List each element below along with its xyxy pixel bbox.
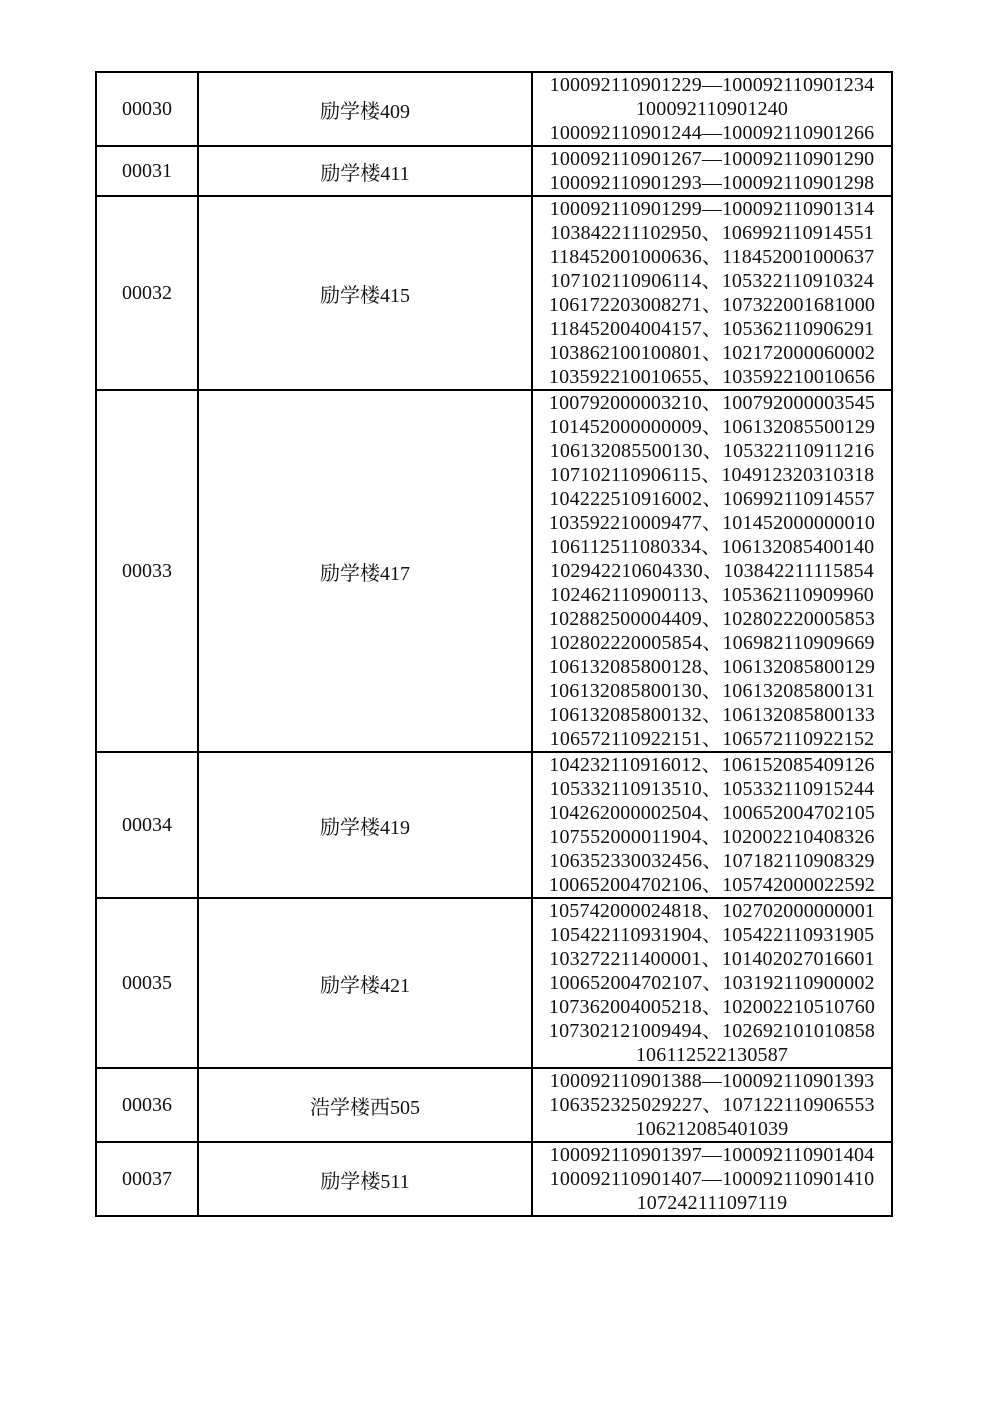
room-location-cell: 浩学楼西505 bbox=[198, 1068, 532, 1142]
admission-numbers-cell bbox=[532, 1068, 892, 1142]
admission-number-line: 106352325029227、107122110906553 bbox=[549, 1094, 875, 1116]
room-code-cell: 00035 bbox=[96, 898, 198, 1068]
admission-number-line: 106572110922151、106572110922152 bbox=[549, 728, 875, 750]
table-row bbox=[96, 196, 892, 390]
room-code-cell: 00036 bbox=[96, 1068, 198, 1142]
admission-number-line: 106132085800130、106132085800131 bbox=[548, 680, 876, 702]
admission-number-line: 106132085800132、106132085800133 bbox=[548, 704, 876, 726]
admission-number-line: 106352330032456、107182110908329 bbox=[549, 850, 875, 872]
room-code-cell: 00033 bbox=[96, 390, 198, 752]
admission-number-line: 102882500004409、102802220005853 bbox=[548, 608, 876, 630]
table-row bbox=[96, 752, 892, 898]
admission-number-line: 103862100100801、102172000060002 bbox=[548, 342, 876, 364]
admission-number-line: 103592210010655、103592210010656 bbox=[548, 366, 876, 388]
table-row bbox=[96, 1142, 892, 1216]
admission-numbers-cell bbox=[532, 1142, 892, 1216]
admission-numbers-cell bbox=[532, 752, 892, 898]
admission-number-line: 106172203008271、107322001681000 bbox=[548, 294, 876, 316]
admission-number-line: 106212085401039 bbox=[635, 1118, 789, 1140]
admission-number-line: 101452000000009、106132085500129 bbox=[548, 416, 876, 438]
room-code-cell: 00031 bbox=[96, 146, 198, 196]
admission-number-line: 105332110913510、105332110915244 bbox=[549, 778, 875, 800]
admission-number-line: 107102110906115、104912320310318 bbox=[549, 464, 875, 486]
room-location-cell: 励学楼419 bbox=[198, 752, 532, 898]
room-code-cell: 00034 bbox=[96, 752, 198, 898]
admission-number-line: 118452001000636、118452001000637 bbox=[549, 246, 875, 268]
exam-room-table-body bbox=[96, 72, 892, 1216]
admission-number-line: 100652004702107、103192110900002 bbox=[549, 972, 875, 994]
admission-number-line: 103842211102950、106992110914551 bbox=[550, 222, 874, 244]
admission-number-line: 105422110931904、105422110931905 bbox=[549, 924, 875, 946]
admission-number-line: 100092110901244—100092110901266 bbox=[549, 122, 875, 144]
admission-numbers-cell bbox=[532, 390, 892, 752]
admission-number-line: 103592210009477、101452000000010 bbox=[548, 512, 876, 534]
admission-number-line: 102462110900113、105362110909960 bbox=[550, 584, 874, 606]
admission-number-line: 100092110901240 bbox=[635, 98, 789, 120]
room-location-cell: 励学楼415 bbox=[198, 196, 532, 390]
table-row bbox=[96, 146, 892, 196]
admission-number-line: 102942210604330、103842211115854 bbox=[550, 560, 874, 582]
admission-number-line: 107102110906114、105322110910324 bbox=[550, 270, 874, 292]
admission-number-line: 106132085800128、106132085800129 bbox=[548, 656, 876, 678]
admission-number-line: 100092110901293—100092110901298 bbox=[549, 172, 875, 194]
admission-number-line: 100092110901397—100092110901404 bbox=[549, 1144, 875, 1166]
admission-number-line: 103272211400001、101402027016601 bbox=[549, 948, 875, 970]
admission-number-line: 100092110901388—100092110901393 bbox=[549, 1070, 875, 1092]
admission-number-line: 107302121009494、102692101010858 bbox=[548, 1020, 876, 1042]
admission-number-line: 104222510916002、106992110914557 bbox=[549, 488, 875, 510]
admission-number-line: 100092110901299—100092110901314 bbox=[549, 198, 875, 220]
admission-number-line: 106132085500130、105322110911216 bbox=[549, 440, 875, 462]
admission-number-line: 100792000003210、100792000003545 bbox=[548, 392, 876, 414]
room-location-cell: 励学楼409 bbox=[198, 72, 532, 146]
room-location-cell: 励学楼421 bbox=[198, 898, 532, 1068]
admission-number-line: 107362004005218、102002210510760 bbox=[548, 996, 876, 1018]
admission-number-line: 100092110901267—100092110901290 bbox=[549, 148, 875, 170]
table-row bbox=[96, 898, 892, 1068]
table-row bbox=[96, 1068, 892, 1142]
exam-room-table bbox=[95, 71, 893, 1217]
room-code-cell: 00032 bbox=[96, 196, 198, 390]
room-location-cell: 励学楼511 bbox=[198, 1142, 532, 1216]
admission-number-line: 105742000024818、102702000000001 bbox=[548, 900, 876, 922]
room-code-cell: 00030 bbox=[96, 72, 198, 146]
admission-number-line: 106112511080334、106132085400140 bbox=[549, 536, 875, 558]
admission-numbers-cell bbox=[532, 196, 892, 390]
admission-number-line: 100652004702106、105742000022592 bbox=[548, 874, 876, 896]
admission-numbers-cell bbox=[532, 898, 892, 1068]
table-row bbox=[96, 390, 892, 752]
admission-number-line: 107552000011904、102002210408326 bbox=[549, 826, 875, 848]
admission-number-line: 102802220005854、106982110909669 bbox=[549, 632, 875, 654]
admission-number-line: 118452004004157、105362110906291 bbox=[549, 318, 875, 340]
admission-number-line: 104262000002504、100652004702105 bbox=[548, 802, 876, 824]
admission-number-line: 107242111097119 bbox=[636, 1192, 788, 1214]
admission-number-line: 100092110901229—100092110901234 bbox=[549, 74, 875, 96]
table-row bbox=[96, 72, 892, 146]
room-location-cell: 励学楼417 bbox=[198, 390, 532, 752]
admission-number-line: 104232110916012、106152085409126 bbox=[549, 754, 875, 776]
admission-numbers-cell bbox=[532, 72, 892, 146]
admission-number-line: 106112522130587 bbox=[635, 1044, 789, 1066]
room-code-cell: 00037 bbox=[96, 1142, 198, 1216]
room-location-cell: 励学楼411 bbox=[198, 146, 532, 196]
admission-number-line: 100092110901407—100092110901410 bbox=[549, 1168, 875, 1190]
admission-numbers-cell bbox=[532, 146, 892, 196]
